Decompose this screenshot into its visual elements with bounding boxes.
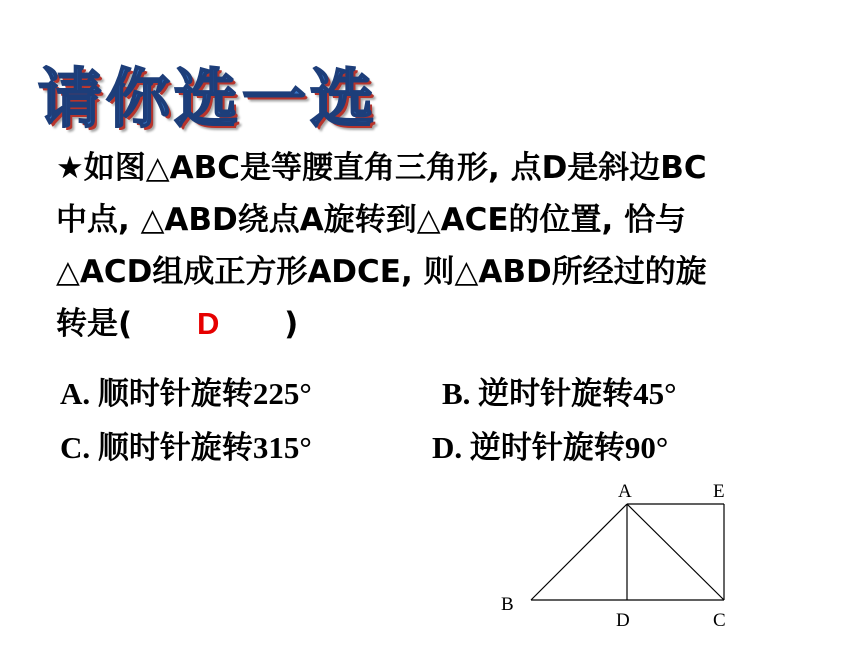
slide-title: 请你选一选 — [38, 62, 378, 137]
label-b: B — [501, 594, 514, 615]
question-line-4-prefix: 转是( — [56, 306, 133, 342]
segment-ab — [531, 504, 627, 600]
question-line-1: ★如图△ABC是等腰直角三角形, 点D是斜边BC — [56, 150, 707, 186]
option-a[interactable]: A. 顺时针旋转225° — [60, 376, 312, 411]
option-b[interactable]: B. 逆时针旋转45° — [442, 376, 677, 411]
segment-ac — [627, 504, 724, 600]
answer-letter: D — [196, 306, 220, 341]
label-e: E — [713, 481, 725, 502]
option-d[interactable]: D. 逆时针旋转90° — [432, 430, 669, 465]
label-d: D — [616, 610, 630, 631]
option-c[interactable]: C. 顺时针旋转315° — [60, 430, 312, 465]
label-c: C — [713, 610, 726, 631]
question-line-2: 中点, △ABD绕点A旋转到△ACE的位置, 恰与 — [56, 202, 687, 238]
question-line-3: △ACD组成正方形ADCE, 则△ABD所经过的旋 — [56, 254, 707, 290]
question-line-4-suffix: ) — [284, 306, 299, 342]
label-a: A — [618, 481, 632, 502]
